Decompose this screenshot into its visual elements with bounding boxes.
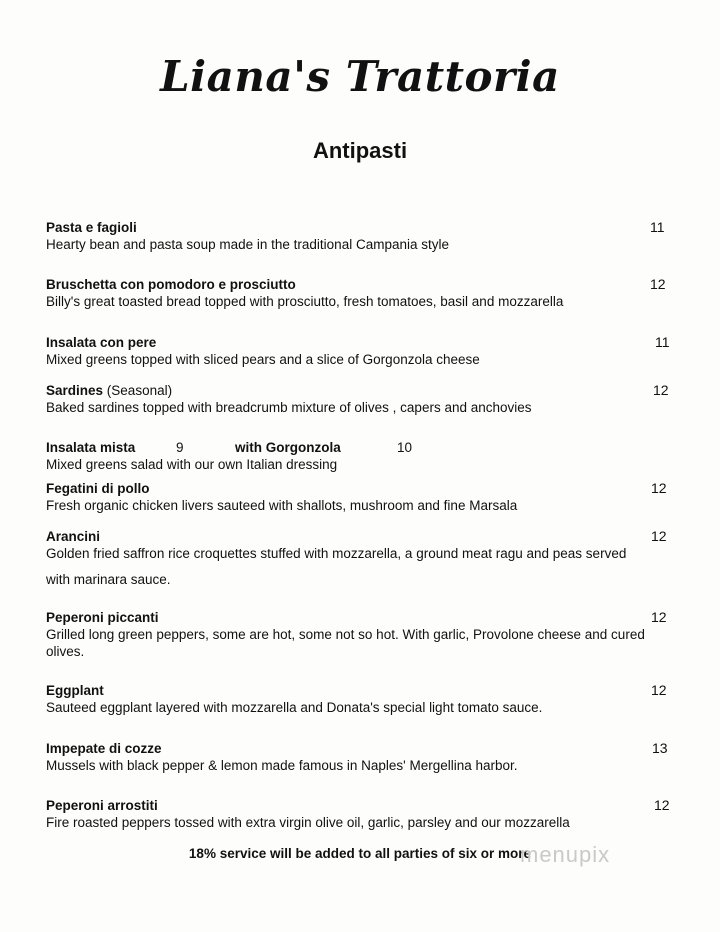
item-name: Peperoni piccanti (46, 610, 159, 625)
item-name-row (46, 439, 686, 456)
item-name: Arancini (46, 529, 101, 544)
item-price: 12 (651, 480, 667, 496)
service-charge-note: 18% service will be added to all parties of six or more (188, 846, 532, 861)
menu-item (46, 276, 686, 310)
menu-item (46, 528, 686, 588)
menu-item (46, 609, 686, 660)
item-name-note: (Seasonal) (106, 383, 173, 398)
menu-item (46, 382, 686, 416)
item-description: Billy's great toasted bread topped with prosciutto, fresh tomatoes, basil and mozzarella (46, 294, 564, 309)
item-variant: with Gorgonzola (235, 440, 341, 455)
item-name: Fegatini di pollo (46, 481, 150, 496)
item-name: Peperoni arrostiti (46, 798, 158, 813)
item-description: Hearty bean and pasta soup made in the traditional Campania style (46, 237, 449, 252)
item-description: Mixed greens salad with our own Italian dressing (46, 457, 338, 472)
item-price: 11 (650, 219, 665, 235)
item-name: Insalata con pere (46, 335, 157, 350)
menu-item (46, 334, 686, 368)
item-description: Grilled long green peppers, some are hot, some not so hot. With garlic, Provolone cheese and cured (46, 627, 645, 642)
item-variant-price: 10 (397, 440, 413, 455)
item-name: Pasta e fagioli (46, 220, 137, 235)
item-name: Eggplant (46, 683, 104, 698)
restaurant-name: Liana's Trattoria (160, 52, 560, 101)
menu-item (46, 480, 686, 514)
item-description: Mussels with black pepper & lemon made famous in Naples' Mergellina harbor. (46, 758, 518, 773)
section-title: Antipasti (312, 138, 408, 163)
item-price: 12 (654, 797, 670, 813)
item-name-row (46, 382, 686, 399)
item-description: Sauteed eggplant layered with mozzarella and Donata's special light tomato sauce. (46, 700, 543, 715)
item-price: 9 (176, 440, 184, 455)
watermark: menupix (520, 842, 611, 867)
item-description: Golden fried saffron rice croquettes stuffed with mozzarella, a ground meat ragu and peas served (46, 546, 627, 561)
menu-item (46, 682, 686, 716)
item-price: 12 (653, 382, 669, 398)
menu-item (46, 797, 686, 831)
item-description: Fire roasted peppers tossed with extra virgin olive oil, garlic, parsley and our mozzarella (46, 815, 570, 830)
item-description: Fresh organic chicken livers sauteed with shallots, mushroom and fine Marsala (46, 498, 518, 513)
item-description: Mixed greens topped with sliced pears and a slice of Gorgonzola cheese (46, 352, 480, 367)
item-description-cont: olives. (46, 644, 85, 659)
item-name: Insalata mista (46, 440, 136, 455)
item-price: 13 (652, 740, 668, 756)
item-price: 12 (650, 276, 666, 292)
item-description-cont: with marinara sauce. (46, 572, 171, 587)
item-price: 12 (651, 528, 667, 544)
item-name: Impepate di cozze (46, 741, 162, 756)
item-price: 12 (651, 609, 667, 625)
item-name: Sardines (46, 383, 104, 398)
menu-item (46, 219, 686, 253)
menu-item (46, 740, 686, 774)
item-name: Bruschetta con pomodoro e prosciutto (46, 277, 296, 292)
item-description: Baked sardines topped with breadcrumb mixture of olives , capers and anchovies (46, 400, 532, 415)
menu-item (46, 439, 686, 473)
item-price: 11 (655, 334, 670, 350)
item-price: 12 (651, 682, 667, 698)
